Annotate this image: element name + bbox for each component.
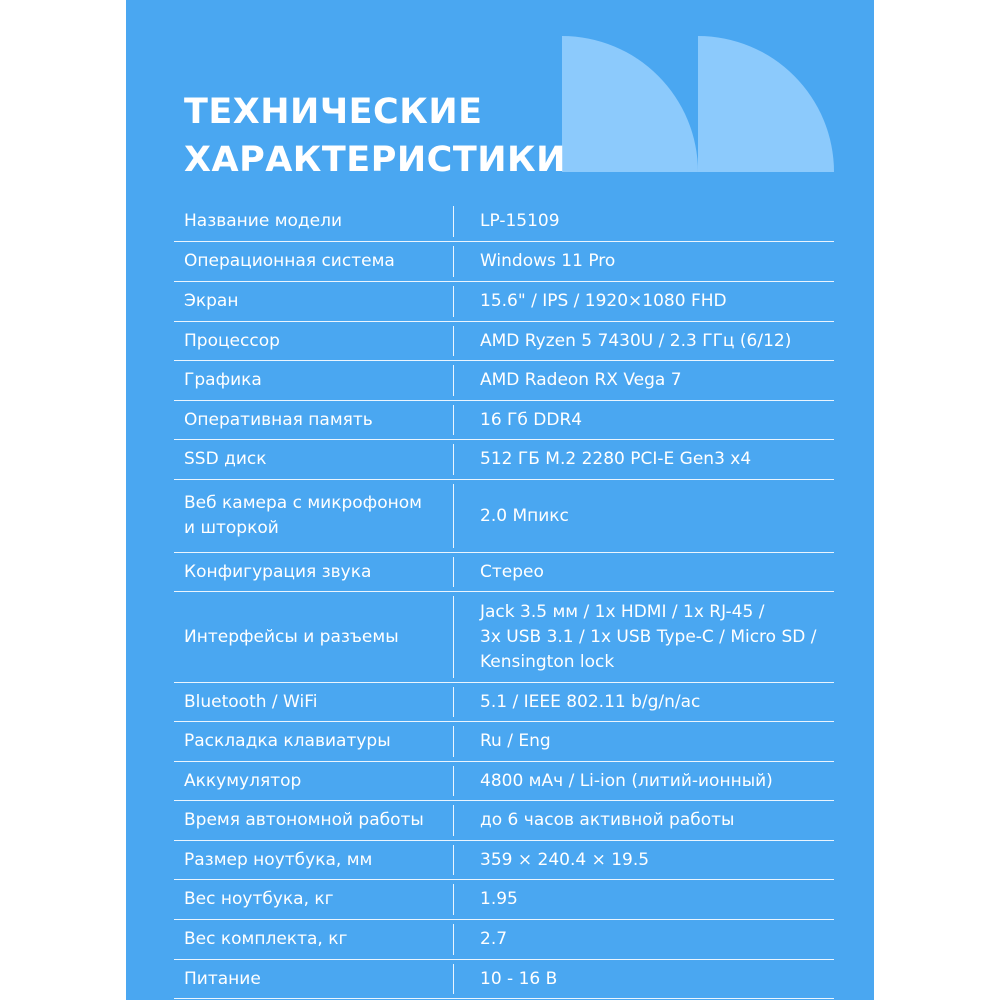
spec-row (174, 592, 834, 683)
spec-value: LP-15109 (480, 211, 560, 231)
spec-value: Ru / Eng (480, 731, 551, 751)
spec-row (174, 242, 834, 282)
page-title: ТЕХНИЧЕСКИЕ ХАРАКТЕРИСТИКИ (184, 92, 566, 180)
spec-label: Процессор (184, 330, 280, 351)
spec-value: Стерео (480, 561, 544, 582)
spec-row (174, 282, 834, 322)
spec-row (174, 762, 834, 801)
spec-value: Jack 3.5 мм / 1x HDMI / 1x RJ-45 / 3x USB 3.1 / 1x USB Type-C / Micro SD / Kensington lock (480, 601, 817, 672)
spec-label: Название модели (184, 211, 343, 231)
spec-row (174, 202, 834, 242)
spec-value: 5.1 / IEEE 802.11 b/g/n/ac (480, 691, 701, 712)
spec-label: Экран (184, 291, 239, 311)
spec-label: Операционная система (184, 251, 395, 271)
spec-value: AMD Radeon RX Vega 7 (480, 370, 682, 390)
spec-row (174, 722, 834, 762)
spec-table (174, 202, 834, 999)
spec-value: 2.7 (480, 929, 508, 949)
spec-row (174, 553, 834, 592)
spec-label: Оперативная память (184, 409, 373, 430)
spec-row (174, 361, 834, 401)
spec-label: Интерфейсы и разъемы (184, 626, 399, 647)
spec-value: Windows 11 Pro (480, 251, 616, 271)
spec-row (174, 401, 834, 440)
spec-value: 359 × 240.4 × 19.5 (480, 849, 650, 870)
spec-label: Веб камера с микрофоном и шторкой (184, 493, 422, 538)
spec-value: 2.0 Мпикс (480, 505, 569, 526)
spec-label: Время автономной работы (184, 810, 424, 830)
spec-value: до 6 часов активной работы (480, 810, 735, 830)
spec-label: Аккумулятор (184, 770, 302, 791)
spec-label: SSD диск (184, 449, 267, 469)
spec-value: 1.95 (480, 889, 518, 909)
spec-row (174, 801, 834, 841)
spec-row (174, 841, 834, 880)
spec-label: Вес комплекта, кг (184, 929, 348, 949)
spec-row (174, 920, 834, 960)
spec-row (174, 322, 834, 361)
spec-row (174, 880, 834, 920)
spec-row (174, 440, 834, 480)
spec-value: 10 - 16 В (480, 968, 558, 989)
spec-card (126, 0, 874, 1000)
spec-label: Питание (184, 968, 261, 989)
spec-label: Графика (184, 370, 262, 390)
quote-marks-icon (562, 36, 834, 174)
spec-label: Размер ноутбука, мм (184, 849, 373, 870)
spec-value: 15.6" / IPS / 1920×1080 FHD (480, 291, 727, 311)
spec-value: 4800 мАч / Li-ion (литий-ионный) (480, 770, 773, 791)
spec-value: 512 ГБ M.2 2280 PCI-E Gen3 x4 (480, 449, 752, 469)
spec-label: Конфигурация звука (184, 561, 372, 582)
spec-label: Вес ноутбука, кг (184, 889, 334, 909)
spec-row (174, 480, 834, 553)
spec-row (174, 960, 834, 999)
spec-row (174, 683, 834, 722)
spec-label: Раскладка клавиатуры (184, 731, 391, 751)
spec-value: 16 Гб DDR4 (480, 409, 583, 430)
spec-label: Bluetooth / WiFi (184, 691, 318, 712)
spec-value: AMD Ryzen 5 7430U / 2.3 ГГц (6/12) (480, 330, 792, 351)
